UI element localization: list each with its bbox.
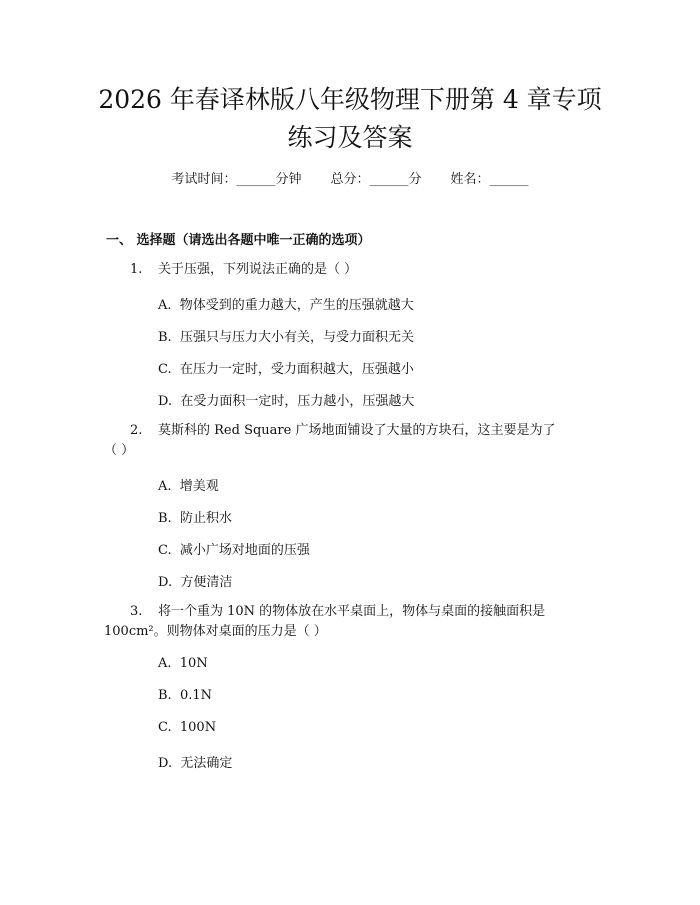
- total-score-blank: ______分: [369, 172, 422, 187]
- document-title-line-2: 练习及答案: [287, 123, 413, 152]
- question-1-option-a: A. 物体受到的重力越大，产生的压强就越大: [158, 298, 414, 313]
- question-2-option-c: C. 减小广场对地面的压强: [158, 543, 310, 558]
- question-3-number: 3.: [130, 604, 143, 619]
- question-2-number: 2.: [130, 423, 143, 438]
- question-1-number: 1.: [130, 262, 143, 277]
- question-3-option-d: D. 无法确定: [158, 756, 233, 771]
- question-2-stem-line-2: （ ）: [104, 443, 135, 458]
- question-1-stem: 关于压强，下列说法正确的是（ ）: [158, 262, 358, 277]
- section-heading: 一、 选择题（请选出各题中唯一正确的选项）: [106, 233, 371, 248]
- question-3-option-b: B. 0.1N: [158, 688, 212, 703]
- exam-time-label: 考试时间：: [171, 172, 237, 187]
- question-1-option-c: C. 在压力一定时，受力面积越大，压强越小: [158, 362, 414, 377]
- question-1-option-b: B. 压强只与压力大小有关，与受力面积无关: [158, 330, 414, 345]
- exam-time-blank: ______分钟: [236, 172, 302, 187]
- question-3-option-a: A. 10N: [158, 656, 208, 671]
- question-2-option-d: D. 方便清洁: [158, 575, 233, 590]
- question-3-stem-line-2: 100cm²。则物体对桌面的压力是（ ）: [104, 624, 327, 639]
- question-3-option-c: C. 100N: [158, 720, 217, 735]
- exam-info-row: [0, 168, 700, 187]
- document-title-line-1: 2026 年春译林版八年级物理下册第 4 章专项: [98, 85, 602, 114]
- question-2-option-b: B. 防止积水: [158, 511, 232, 526]
- student-name-label: 姓名：: [450, 172, 490, 187]
- question-3-stem-line-1: 将一个重为 10N 的物体放在水平桌面上，物体与桌面的接触面积是: [158, 604, 546, 619]
- student-name-blank: ______: [489, 172, 529, 187]
- question-1-option-d: D. 在受力面积一定时，压力越小，压强越大: [158, 394, 415, 409]
- question-2-stem-line-1: 莫斯科的 Red Square 广场地面铺设了大量的方块石，这主要是为了: [158, 423, 556, 438]
- question-2-option-a: A. 增美观: [158, 479, 219, 494]
- total-score-label: 总分：: [330, 172, 370, 187]
